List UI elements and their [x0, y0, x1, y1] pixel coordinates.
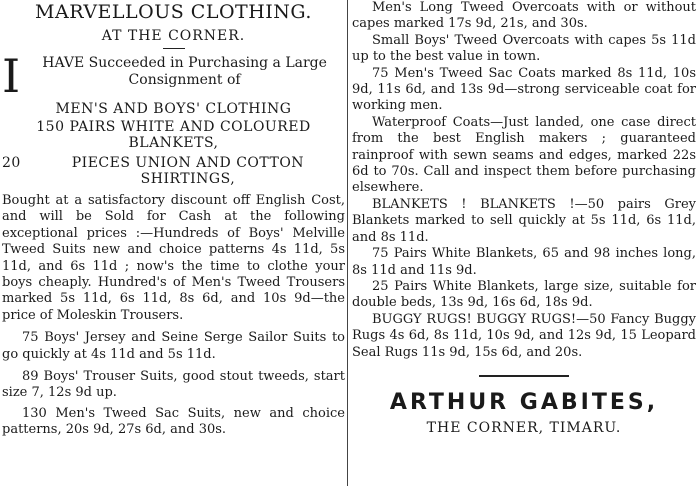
heading-shirtings [2, 155, 345, 187]
paragraph-sac-coats: 75 Men's Tweed Sac Coats marked 8s 11d, 10s 9d, 11s 6d, and 13s 9d—strong serviceable coat for working men. [352, 65, 696, 114]
paragraph-large-blankets: 25 Pairs White Blankets, large size, suitable for double beds, 13s 9d, 16s 6d, 18s 9d. [352, 278, 696, 311]
paragraph-sailor-suits: 75 Boys' Jersey and Seine Serge Sailor Suits to go quickly at 4s 11d and 5s 11d. [2, 330, 345, 362]
signature-rule [479, 375, 569, 377]
ad-title: MARVELLOUS CLOTHING. [35, 1, 312, 23]
drop-cap: I [2, 49, 21, 103]
paragraph-buggy-rugs: BUGGY RUGS! BUGGY RUGS!—50 Fancy Buggy Rugs 4s 6d, 8s 11d, 10s 9d, and 12s 9d, 15 Leopard Seal Rugs 11s 9d, 15s 6d, and 20s. [352, 311, 696, 360]
opening-paragraph [2, 49, 345, 103]
short-rule [163, 48, 185, 49]
shirtings-count: 20 [2, 155, 21, 171]
heading-blankets: 150 PAIRS WHITE AND COLOURED BLANKETS, [36, 119, 311, 151]
paragraph-trouser-suits: 89 Boys' Trouser Suits, good stout tweeds, start size 7, 12s 9d up. [2, 369, 345, 401]
left-column [2, 0, 345, 486]
heading-clothing: MEN'S AND BOYS' CLOTHING [55, 101, 292, 117]
ad-subtitle: AT THE CORNER. [101, 28, 246, 44]
paragraph-prices: Bought at a satisfactory discount off English Cost, and will be Sold for Cash at the following exceptional prices :—Hundreds of Boys' Melville Tweed Suits new and choice patterns 4s 11d, 5s 11d, and 6s 11d ; now's the time to clothe your boys cheaply. Hundred's of Men's Tweed Trousers marked 5s 11d, 6s 11d, 8s 6d, and 10s 9d—the price of Moleskin Trousers. [2, 193, 345, 323]
paragraph-sac-suits: 130 Men's Tweed Sac Suits, new and choice patterns, 20s 9d, 27s 6d, and 30s. [2, 405, 345, 438]
paragraph-grey-blankets: BLANKETS ! BLANKETS !—50 pairs Grey Blankets marked to sell quickly at 5s 11d, 6s 11d, and 8s 11d. [352, 196, 696, 245]
shirtings-text: PIECES UNION AND COTTON SHIRTINGS, [71, 155, 305, 187]
column-divider [347, 0, 348, 486]
paragraph-white-blankets: 75 Pairs White Blankets, 65 and 98 inches long, 8s 11d and 11s 9d. [352, 246, 696, 278]
right-column [352, 0, 696, 486]
paragraph-waterproof-coats: Waterproof Coats—Just landed, one case direct from the best English makers ; guaranteed rainproof with sewn seams and edges, marked 22s 6d to 70s. Call and inspect them before purchasing elsewhere. [352, 114, 696, 196]
advertiser-name: ARTHUR GABITES, [389, 389, 659, 415]
paragraph-boys-overcoats: Small Boys' Tweed Overcoats with capes 5s 11d up to the best value in town. [352, 32, 696, 65]
advertiser-address: THE CORNER, TIMARU. [426, 419, 622, 436]
paragraph-overcoats: Men's Long Tweed Overcoats with or without capes marked 17s 9d, 21s, and 30s. [352, 0, 696, 32]
opening-text: HAVE Succeeded in Purchasing a Large Consignment of [42, 55, 327, 88]
